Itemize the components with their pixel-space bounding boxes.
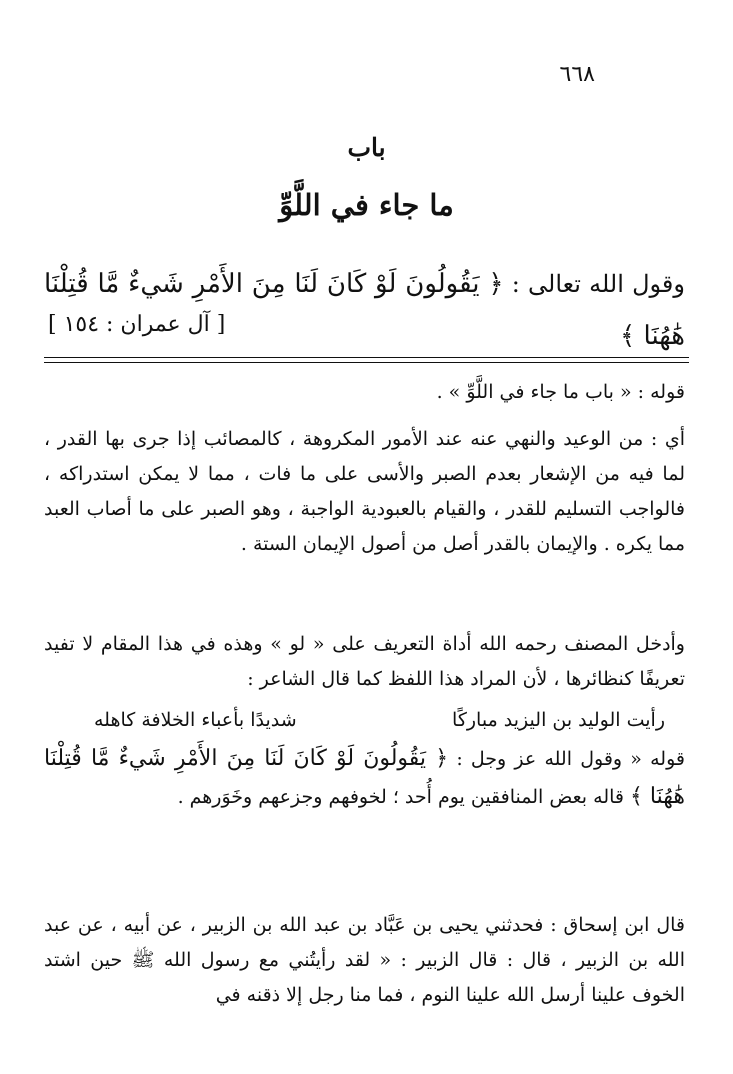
commentary-text: قوله « وقول الله عز وجل :	[456, 748, 685, 770]
chapter-label: باب	[347, 133, 386, 162]
poem-hemistich-second: شديدًا بأعباء الخلافة كاهله	[94, 709, 297, 731]
chapter-title: ما جاء في اللَّوِّ	[279, 188, 454, 222]
quran-verse: ﴿ يَقُولُونَ لَوْ كَانَ لَنَا مِنَ الأَمْرِ شَيءٌ مَّا قُتِلْنَا هَٰهُنَا ﴾	[44, 269, 685, 351]
quran-verse: ﴿ يَقُولُونَ لَوْ كَانَ لَنَا مِنَ الأَمْرِ شَيءٌ مَّا قُتِلْنَا هَٰهُنَا ﴾	[44, 746, 685, 809]
poem-hemistich-first: رأيت الوليد بن اليزيد مباركًا	[452, 709, 665, 731]
commentary-paragraph	[44, 740, 685, 816]
verse-intro-text: وقول الله تعالى :	[511, 270, 685, 298]
page-number: ٦٦٨	[559, 62, 595, 87]
divider-line	[44, 357, 689, 358]
commentary-paragraph: أي : من الوعيد والنهي عنه عند الأمور المكروهة ، كالمصائب إذا جرى بها القدر ، لما فيه من الإشعار بعدم الصبر والأسى على ما فات ، مما لا يمكن استدراكه ، فالواجب التسليم للقدر ، والقيام بالعبودية الواجبة ، وهو الصبر على ما أصاب العبد مما يكره . والإيمان بالقدر أصل من أصول الإيمان الستة .	[44, 428, 685, 555]
commentary-paragraph: قال ابن إسحاق : فحدثني يحيى بن عَبَّاد بن عبد الله بن الزبير ، عن أبيه ، عن عبد الله بن الزبير ، قال : قال الزبير : « لقد رأيتُني مع رسول الله ﷺ حين اشتد الخوف علينا أرسل الله علينا النوم ، فما منا رجل إلا ذقنه في	[44, 914, 685, 1006]
commentary-heading: قوله : « باب ما جاء في اللَّوِّ » .	[436, 381, 685, 403]
divider-line	[44, 362, 689, 363]
commentary-paragraph: وأدخل المصنف رحمه الله أداة التعريف على « لو » وهذه في هذا المقام لا تفيد تعريفًا كنظائرها ، لأن المراد هذا اللفظ كما قال الشاعر :	[44, 633, 685, 690]
commentary-text: قاله بعض المنافقين يوم أُحد ؛ لخوفهم وجزعهم وخَوَرهم .	[177, 786, 624, 808]
verse-intro	[44, 258, 685, 362]
verse-reference: [ آل عمران : ١٥٤ ]	[48, 312, 226, 337]
